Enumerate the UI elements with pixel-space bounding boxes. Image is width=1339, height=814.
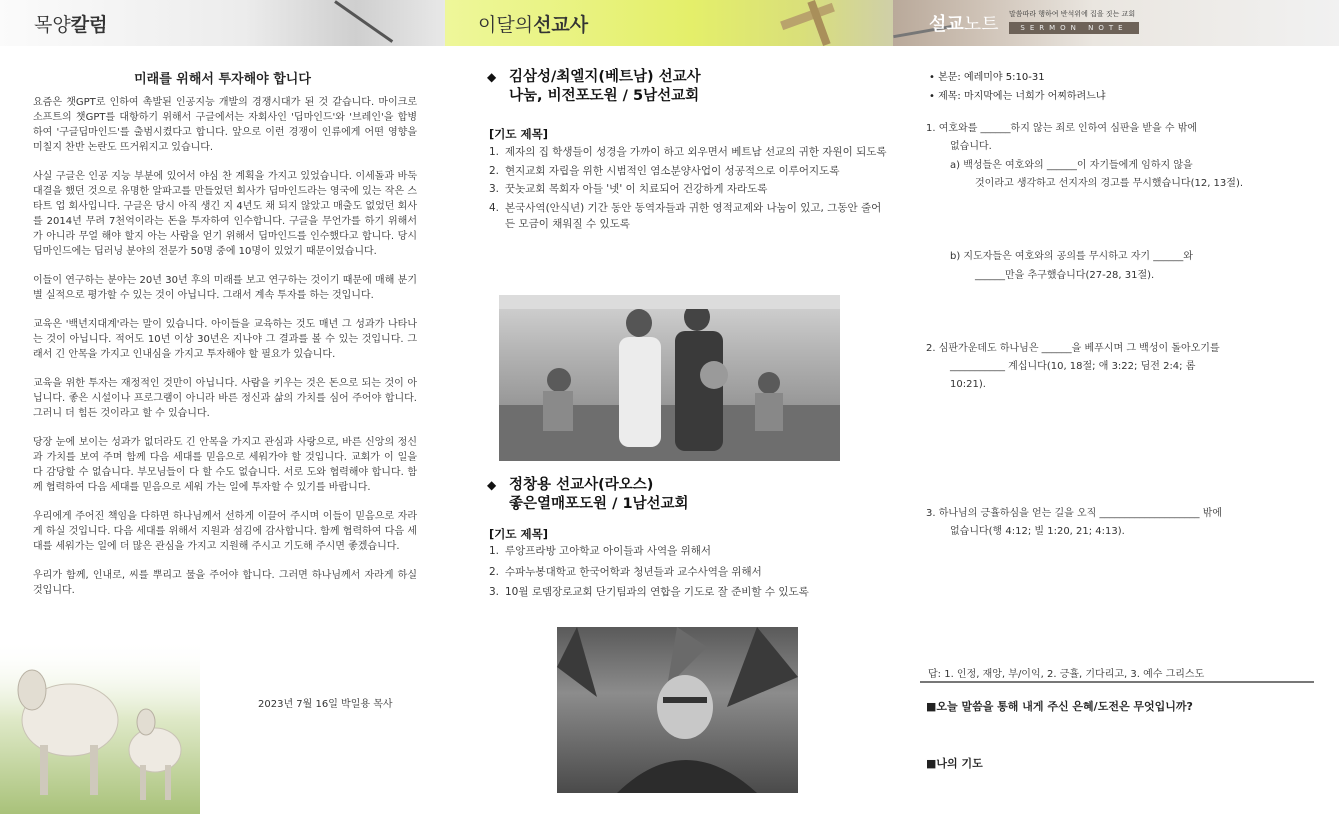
column-title: 미래를 위해서 투자해야 합니다 (134, 72, 311, 87)
question-1-cont: 없습니다. (950, 141, 992, 152)
missionary-2-prayer-list (489, 543, 889, 603)
column-body (33, 95, 417, 612)
prayer-item: 2. 현지교회 자립을 위한 시범적인 염소분양사업이 성공적으로 이루어지도록 (489, 164, 840, 177)
column-paragraph: 교육은 '백년지대계'라는 말이 있습니다. 아이들을 교육하는 것도 매년 그 성과가 나타나는 것이 아닙니다. 적어도 10년 이상 30년은 지나야 그 결과를 볼 수 있는 것입니다. 그래서 긴 안목을 가지고 인내심을 가지고 투자해야 할 필요가 있습니다. (33, 319, 417, 360)
missionary-2-name (487, 476, 689, 514)
header-title-missionary: 이달의선교사 (478, 14, 589, 36)
question-3-cont: 없습니다(행 4:12; 빌 1:20, 21; 4:13). (950, 526, 1125, 537)
column-paragraph: 우리가 함께, 인내로, 씨를 뿌리고 물을 주어야 합니다. 그러면 하나님께서 자라게 하실 것입니다. (33, 570, 417, 596)
prayer-item: 3. 꿋놋교회 목회자 아들 '넷' 이 치료되어 건강하게 자라도록 (489, 183, 768, 195)
column-paragraph: 이들이 연구하는 분야는 20년 30년 후의 미래를 보고 연구하는 것이기 때문에 매해 분기별 실적으로 평가할 수 있는 것이 아닙니다. 그래서 계속 투자를 하는 것입니다. (33, 275, 417, 301)
divider (920, 681, 1314, 683)
sheep-image (0, 640, 200, 814)
column-paragraph: 교육을 위한 투자는 재정적인 것만이 아닙니다. 사람을 키우는 것은 돈으로 되는 것이 아닙니다. 좋은 시설이나 프로그램이 아니라 바른 정신과 삶의 가치를 심어 주어야 합니다. 그러니 더 힘든 것이라고 할 수 있습니다. (33, 378, 417, 419)
prayer-item: 1. 루앙프라방 고아학교 아이들과 사역을 위해서 (489, 545, 712, 557)
header-title-sermon-note: 설교노트 (929, 14, 999, 35)
my-prayer-prompt: ■나의 기도 (926, 757, 983, 770)
missionary-1-prayer-list (489, 144, 889, 235)
diamond-bullet-icon: ◆ (487, 70, 497, 84)
sermon-note-column (893, 0, 1339, 814)
missionary-1-prayer-heading: [기도 제목] (489, 127, 548, 141)
missionary-1-name (487, 68, 701, 106)
column-paragraph: 요즘은 챗GPT로 인하여 촉발된 인공지능 개발의 경쟁시대가 된 것 같습니다. 마이크로 소프트의 챗GPT를 대항하기 위해서 구글에서는 자회사인 '딥마인드'와 '브레인'을 합병하여 '구글딥마인드'를 출범시켰다고 합니다. 앞으로 이런 경쟁이 인류에게 어떤 영향을 미칠지 찬반 논란도 뜨거워지고 있습니다. (33, 97, 417, 153)
question-3: 3. 하나님의 긍휼하심을 얻는 길을 오직 ____________________ 밖에 (926, 508, 1223, 519)
missionary-2-title: 정창용 선교사(라오스) (509, 477, 654, 493)
prayer-item: 4. 본국사역(안식년) 기간 동안 동역자들과 귀한 영적교제와 나눔이 있고, 그동안 줄어든 모금이 채워질 수 있도록 (489, 201, 882, 230)
question-2-cont: ___________ 계십니다(10, 18절; 애 3:22; 딤전 2:4; 롬 (950, 361, 1196, 372)
question-2-cont2: 10:21). (950, 379, 986, 390)
question-1a: a) 백성들은 여호와의 ______이 자기들에게 임하지 않을 (950, 160, 1193, 171)
sermon-scripture: • 본문: 예레미야 5:10-31 (929, 72, 1045, 83)
question-1b-cont: ______만을 추구했습니다(27-28, 31절). (975, 270, 1155, 281)
column-paragraph: 우리에게 주어진 책임을 다하면 하나님께서 선하게 이끌어 주시며 이들이 믿음으로 자라게 하실 것입니다. 다음 세대를 위해서 지원과 섬김에 감사합니다. 함께 협력하여 다음 세대를 세워가는 일에 더 많은 관심을 가지고 지원해 주시고 기도해 주시면 좋겠습니다. (33, 511, 417, 552)
missionary-2-prayer-heading: [기도 제목] (489, 527, 548, 541)
reflection-prompt: ■오늘 말씀을 통해 내게 주신 은혜/도전은 무엇입니까? (926, 700, 1193, 713)
column-paragraph: 사실 구글은 인공 지능 부분에 있어서 야심 찬 계획을 가지고 있었습니다. 이세돌과 바둑 대결을 했던 것으로 유명한 알파고를 만들었던 회사가 딥마인드라는 영국에 있는 작은 스타트 업 회사입니다. 구글은 당시 아직 생긴 지 4년도 채 되지 않았고 매출도 없었던 회사를 2014년 무려 7천억이라는 돈을 투자하여 인수합니다. 구글을 무언가를 하기 위해서가 아니라 무얼 해야 할지 아는 사람을 얻기 위해서 딥마인드를 인수했다고 합니다. 당시 딥마인드에는 딥러닝 분야의 전문가 50명 중에 10명이 있었기 때문이었습니다. (33, 171, 417, 257)
prayer-item: 1. 제자의 집 학생들이 성경을 가까이 하고 외우면서 베트남 선교의 귀한 자원이 되도록 (489, 146, 887, 158)
missionary-column (445, 0, 893, 814)
question-1b: b) 지도자들은 여호와의 공의를 무시하고 자기 ______와 (950, 251, 1193, 262)
prayer-item: 3. 10월 로뎀장로교회 단기팀과의 연합을 기도로 잘 준비할 수 있도록 (489, 586, 809, 598)
sermon-title: • 제목: 마지막에는 너희가 어찌하려느냐 (929, 91, 1106, 102)
question-1a-cont: 것이라고 생각하고 선지자의 경고를 무시했습니다(12, 13절). (975, 178, 1244, 189)
missionary-1-team: 나눔, 비전포도원 / 5남선교회 (509, 88, 700, 104)
column-paragraph: 당장 눈에 보이는 성과가 없더라도 긴 안목을 가지고 관심과 사랑으로, 바른 신앙의 정신과 가치를 보여 주며 함께 다음 세대를 믿음으로 세워가야 할 것입니다. 교회가 이 일을 다 감당할 수 없습니다. 부모님들이 다 할 수도 없습니다. 서로 도와 협력해야 합니다. 함께 협력하여 다음 세대를 믿음으로 세워 가는 일에 투자할 수 있기를 바랍니다. (33, 437, 417, 493)
diamond-bullet-icon: ◆ (487, 478, 497, 492)
missionary-1-photo (499, 295, 840, 461)
answer-key: 답: 1. 인정, 재앙, 부/이익, 2. 긍휼, 기다리고, 3. 예수 그리스도 (928, 669, 1205, 680)
missionary-1-title: 김삼성/최엘지(베트남) 선교사 (509, 69, 701, 85)
missionary-2-photo (557, 627, 798, 793)
prayer-item: 2. 수파누봉대학교 한국어학과 청년들과 교수사역을 위해서 (489, 565, 762, 578)
column-signature: 2023년 7월 16일 박일용 목사 (258, 699, 393, 710)
header-title-pastor-column: 목양칼럼 (34, 14, 108, 36)
question-2: 2. 심판가운데도 하나님은 ______을 베푸시며 그 백성이 돌아오기를 (926, 343, 1220, 354)
header-english-label: SERMON NOTE (1009, 22, 1139, 34)
question-1: 1. 여호와를 ______하지 않는 죄로 인하여 심판을 받을 수 밖에 (926, 123, 1198, 134)
missionary-2-team: 좋은열매포도원 / 1남선교회 (509, 496, 689, 512)
pastor-column (0, 0, 445, 814)
header-tagline: 말씀따라 행하여 반석위에 집을 짓는 교회 (1009, 10, 1136, 18)
